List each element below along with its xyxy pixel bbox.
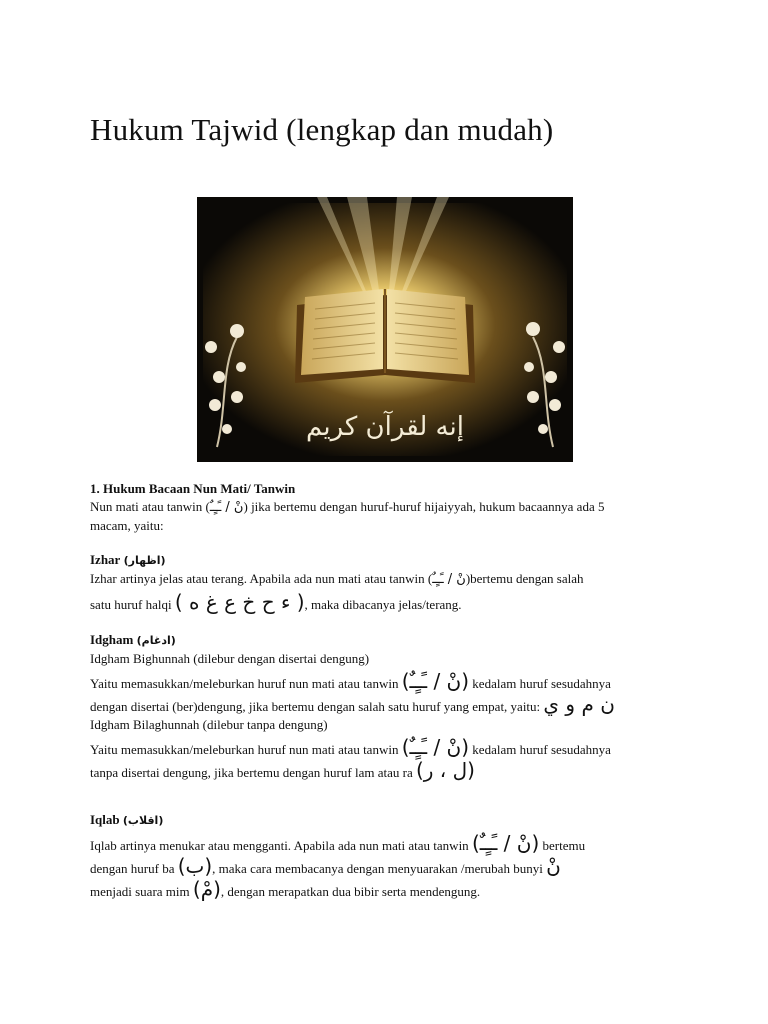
- book-icon: [295, 289, 475, 383]
- paragraph-line: Iqlab artinya menukar atau mengganti. Apabila ada nun mati atau tanwin (نْ / ـًـٍـٌ) bertemu: [90, 831, 586, 855]
- section-heading: 1. Hukum Bacaan Nun Mati/ Tanwin: [90, 481, 296, 496]
- paragraph-line: Idgham Bighunnah (dilebur dengan disertai dengung): [90, 651, 370, 666]
- paragraph-line: tanpa disertai dengung, jika bertemu dengan huruf lam atau ra (ل ، ر): [90, 758, 475, 782]
- paragraph-line: Izhar artinya jelas atau terang. Apabila ada nun mati atau tanwin (نْ / ـًـٍـٌ)bertemu dengan salah: [90, 571, 584, 587]
- calligraphy-text: إنه لقرآن كريم: [306, 412, 464, 442]
- paragraph-line: Nun mati atau tanwin (نْ / ـًـٍـٌ) jika bertemu dengan huruf-huruf hijaiyyah, hukum bacaannya ada 5: [90, 499, 605, 515]
- section-iqlab: [90, 811, 690, 901]
- paragraph-line: dengan huruf ba (ب), maka cara membacanya dengan menyuarakan /merubah bunyi نْ: [90, 854, 561, 878]
- section-nun-mati: [90, 480, 690, 535]
- quran-image: [197, 197, 573, 462]
- paragraph-line: satu huruf halqi ( ء ح خ ع غ ه ), maka dibacanya jelas/terang.: [90, 590, 462, 614]
- izhar-heading: Izhar (اظهار): [90, 552, 166, 567]
- paragraph-line: menjadi suara mim (مْ), dengan merapatkan dua bibir serta mendengung.: [90, 877, 481, 901]
- paragraph-line: Yaitu memasukkan/meleburkan huruf nun mati atau tanwin (نْ / ـًـٍـٌ) kedalam huruf sesudahnya: [90, 735, 611, 759]
- section-izhar: [90, 551, 690, 614]
- paragraph-line: macam, yaitu:: [90, 518, 164, 533]
- paragraph-line: Yaitu memasukkan/meleburkan huruf nun mati atau tanwin (نْ / ـًـٍـٌ) kedalam huruf sesudahnya: [90, 669, 611, 693]
- paragraph-line: Idgham Bilaghunnah (dilebur tanpa dengung): [90, 717, 328, 732]
- page-title: Hukum Tajwid (lengkap dan mudah): [90, 112, 554, 147]
- paragraph-line: dengan disertai (ber)dengung, jika bertemu dengan salah satu huruf yang empat, yaitu: ن م و ي: [90, 692, 615, 716]
- idgham-heading: Idgham (ادغام): [90, 632, 176, 647]
- quran-illustration: [197, 197, 573, 462]
- iqlab-heading: Iqlab (اقلاب): [90, 812, 164, 827]
- section-idgham: [90, 631, 690, 782]
